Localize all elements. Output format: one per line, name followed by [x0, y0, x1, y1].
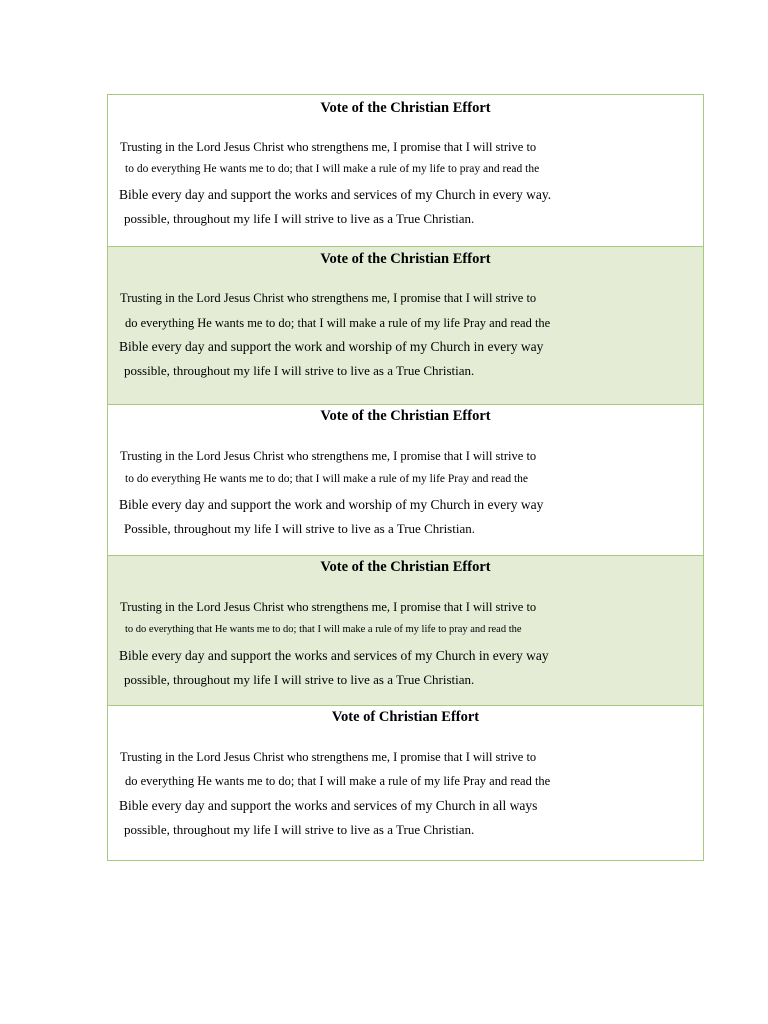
- card-line-1: Trusting in the Lord Jesus Christ who strengthens me, I promise that I will strive to: [120, 140, 537, 154]
- vote-card-4: [108, 555, 703, 705]
- card-title: Vote of the Christian Effort: [320, 100, 491, 116]
- card-line-4: Possible, throughout my life I will strive to live as a True Christian.: [124, 521, 475, 536]
- card-line-1: Trusting in the Lord Jesus Christ who strengthens me, I promise that I will strive to: [120, 291, 537, 305]
- card-line-3: Bible every day and support the work and worship of my Church in every way: [119, 339, 544, 354]
- card-title: Vote of the Christian Effort: [320, 559, 491, 575]
- card-line-3: Bible every day and support the works and services of my Church in every way.: [119, 187, 552, 202]
- card-title: Vote of the Christian Effort: [320, 408, 491, 424]
- vote-card-1: [108, 95, 703, 246]
- card-line-3: Bible every day and support the works and services of my Church in every way: [119, 648, 549, 663]
- card-line-1: Trusting in the Lord Jesus Christ who strengthens me, I promise that I will strive to: [120, 449, 537, 463]
- vote-card-3: [108, 404, 703, 555]
- card-title: Vote of Christian Effort: [331, 709, 480, 725]
- card-line-4: possible, throughout my life I will strive to live as a True Christian.: [124, 822, 475, 837]
- card-line-2: to do everything He wants me to do; that I will make a rule of my life to pray and read the: [125, 163, 540, 175]
- card-line-3: Bible every day and support the works and services of my Church in all ways: [119, 798, 538, 813]
- card-line-2: do everything He wants me to do; that I will make a rule of my life Pray and read the: [125, 316, 551, 330]
- card-title: Vote of the Christian Effort: [320, 251, 491, 267]
- vote-card-sheet: [107, 94, 704, 861]
- card-line-2: to do everything He wants me to do; that I will make a rule of my life Pray and read the: [125, 473, 529, 485]
- vote-card-5: [108, 705, 703, 859]
- vote-card-2: [108, 246, 703, 404]
- card-line-1: Trusting in the Lord Jesus Christ who strengthens me, I promise that I will strive to: [120, 750, 537, 764]
- card-line-2: to do everything that He wants me to do; that I will make a rule of my life to pray and read the: [125, 624, 522, 635]
- card-line-2: do everything He wants me to do; that I will make a rule of my life Pray and read the: [125, 774, 551, 788]
- card-line-4: possible, throughout my life I will strive to live as a True Christian.: [124, 363, 475, 378]
- card-line-1: Trusting in the Lord Jesus Christ who strengthens me, I promise that I will strive to: [120, 600, 537, 614]
- card-line-3: Bible every day and support the work and worship of my Church in every way: [119, 497, 544, 512]
- card-line-4: possible, throughout my life I will strive to live as a True Christian.: [124, 672, 475, 687]
- card-line-4: possible, throughout my life I will strive to live as a True Christian.: [124, 211, 475, 226]
